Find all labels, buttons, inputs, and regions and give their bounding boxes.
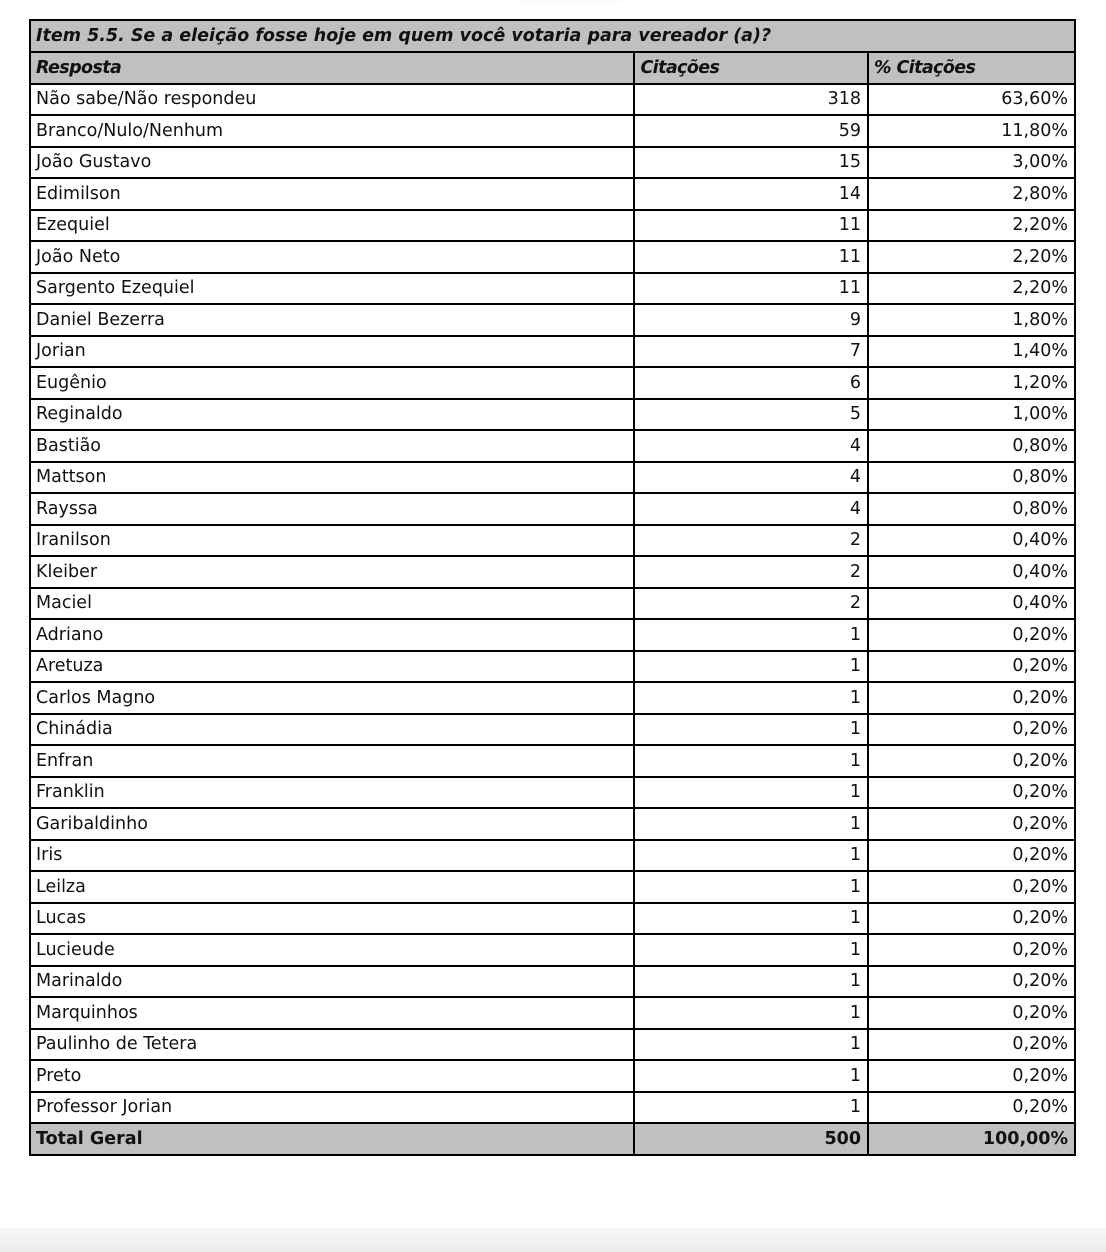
cell-citacoes: 318 xyxy=(634,84,868,116)
table-row xyxy=(30,619,1075,651)
cell-resposta: Daniel Bezerra xyxy=(30,304,634,336)
cell-resposta: Garibaldinho xyxy=(30,808,634,840)
cell-citacoes: 11 xyxy=(634,241,868,273)
total-label: Total Geral xyxy=(30,1123,634,1155)
cell-percent: 0,20% xyxy=(868,714,1075,746)
cell-citacoes: 14 xyxy=(634,178,868,210)
table-row xyxy=(30,84,1075,116)
cell-resposta: Kleiber xyxy=(30,556,634,588)
cell-resposta: Marquinhos xyxy=(30,997,634,1029)
cell-percent: 0,20% xyxy=(868,871,1075,903)
cell-resposta: Bastião xyxy=(30,430,634,462)
cell-resposta: Enfran xyxy=(30,745,634,777)
cell-percent: 0,40% xyxy=(868,588,1075,620)
table-row xyxy=(30,556,1075,588)
total-citacoes: 500 xyxy=(634,1123,868,1155)
table-row xyxy=(30,934,1075,966)
table-row xyxy=(30,1092,1075,1124)
cell-citacoes: 11 xyxy=(634,210,868,242)
cell-percent: 0,20% xyxy=(868,745,1075,777)
cell-citacoes: 1 xyxy=(634,934,868,966)
table-row xyxy=(30,178,1075,210)
cell-citacoes: 2 xyxy=(634,556,868,588)
table-row xyxy=(30,903,1075,935)
cell-percent: 3,00% xyxy=(868,147,1075,179)
cell-percent: 0,80% xyxy=(868,430,1075,462)
bottom-shadow xyxy=(0,1228,1106,1252)
cell-citacoes: 2 xyxy=(634,588,868,620)
table-row xyxy=(30,210,1075,242)
cell-citacoes: 11 xyxy=(634,273,868,305)
cell-citacoes: 4 xyxy=(634,430,868,462)
cell-resposta: Eugênio xyxy=(30,367,634,399)
total-row xyxy=(30,1123,1075,1155)
table-row xyxy=(30,808,1075,840)
cell-citacoes: 1 xyxy=(634,871,868,903)
cell-citacoes: 59 xyxy=(634,115,868,147)
header-citacoes: Citações xyxy=(634,52,868,84)
cell-percent: 0,20% xyxy=(868,966,1075,998)
table-row xyxy=(30,493,1075,525)
cell-resposta: Adriano xyxy=(30,619,634,651)
table-row xyxy=(30,588,1075,620)
cell-resposta: Não sabe/Não respondeu xyxy=(30,84,634,116)
cell-percent: 0,20% xyxy=(868,1092,1075,1124)
cell-percent: 0,20% xyxy=(868,903,1075,935)
cell-citacoes: 1 xyxy=(634,682,868,714)
cell-percent: 0,20% xyxy=(868,934,1075,966)
cell-citacoes: 4 xyxy=(634,493,868,525)
cell-resposta: Lucieude xyxy=(30,934,634,966)
cell-percent: 0,20% xyxy=(868,777,1075,809)
cell-citacoes: 1 xyxy=(634,1029,868,1061)
table-row xyxy=(30,273,1075,305)
top-shadow xyxy=(480,0,660,6)
table-row xyxy=(30,367,1075,399)
cell-resposta: Ezequiel xyxy=(30,210,634,242)
cell-resposta: Reginaldo xyxy=(30,399,634,431)
cell-percent: 0,80% xyxy=(868,493,1075,525)
cell-citacoes: 15 xyxy=(634,147,868,179)
cell-resposta: Rayssa xyxy=(30,493,634,525)
cell-resposta: João Gustavo xyxy=(30,147,634,179)
cell-resposta: Paulinho de Tetera xyxy=(30,1029,634,1061)
cell-resposta: Jorian xyxy=(30,336,634,368)
table-row xyxy=(30,304,1075,336)
cell-percent: 0,20% xyxy=(868,1029,1075,1061)
cell-citacoes: 1 xyxy=(634,808,868,840)
cell-citacoes: 1 xyxy=(634,714,868,746)
cell-percent: 0,20% xyxy=(868,997,1075,1029)
table-row xyxy=(30,966,1075,998)
cell-percent: 0,80% xyxy=(868,462,1075,494)
table-row xyxy=(30,147,1075,179)
cell-citacoes: 1 xyxy=(634,1060,868,1092)
cell-percent: 0,40% xyxy=(868,525,1075,557)
cell-citacoes: 1 xyxy=(634,745,868,777)
cell-resposta: Franklin xyxy=(30,777,634,809)
cell-resposta: Edimilson xyxy=(30,178,634,210)
cell-resposta: Lucas xyxy=(30,903,634,935)
cell-resposta: Iranilson xyxy=(30,525,634,557)
cell-citacoes: 9 xyxy=(634,304,868,336)
table-row xyxy=(30,745,1075,777)
table-row xyxy=(30,336,1075,368)
cell-citacoes: 1 xyxy=(634,651,868,683)
cell-percent: 2,80% xyxy=(868,178,1075,210)
cell-percent: 1,40% xyxy=(868,336,1075,368)
table-row xyxy=(30,840,1075,872)
cell-percent: 2,20% xyxy=(868,273,1075,305)
cell-percent: 0,20% xyxy=(868,651,1075,683)
cell-percent: 0,20% xyxy=(868,682,1075,714)
table-row xyxy=(30,430,1075,462)
table-title-row xyxy=(30,20,1075,52)
cell-citacoes: 1 xyxy=(634,903,868,935)
cell-percent: 0,20% xyxy=(868,1060,1075,1092)
cell-citacoes: 6 xyxy=(634,367,868,399)
table-row xyxy=(30,115,1075,147)
cell-resposta: Professor Jorian xyxy=(30,1092,634,1124)
cell-resposta: João Neto xyxy=(30,241,634,273)
table-row xyxy=(30,777,1075,809)
survey-results-table xyxy=(29,19,1076,1156)
cell-resposta: Mattson xyxy=(30,462,634,494)
cell-percent: 0,20% xyxy=(868,840,1075,872)
cell-percent: 11,80% xyxy=(868,115,1075,147)
cell-percent: 0,20% xyxy=(868,619,1075,651)
cell-citacoes: 1 xyxy=(634,966,868,998)
cell-resposta: Sargento Ezequiel xyxy=(30,273,634,305)
cell-resposta: Marinaldo xyxy=(30,966,634,998)
table-row xyxy=(30,241,1075,273)
table-title: Item 5.5. Se a eleição fosse hoje em quem você votaria para vereador (a)? xyxy=(30,20,1075,52)
cell-resposta: Chinádia xyxy=(30,714,634,746)
cell-resposta: Carlos Magno xyxy=(30,682,634,714)
cell-resposta: Aretuza xyxy=(30,651,634,683)
cell-percent: 63,60% xyxy=(868,84,1075,116)
total-percent: 100,00% xyxy=(868,1123,1075,1155)
cell-citacoes: 1 xyxy=(634,1092,868,1124)
cell-citacoes: 1 xyxy=(634,777,868,809)
cell-resposta: Branco/Nulo/Nenhum xyxy=(30,115,634,147)
table-row xyxy=(30,462,1075,494)
cell-citacoes: 7 xyxy=(634,336,868,368)
cell-citacoes: 2 xyxy=(634,525,868,557)
table-row xyxy=(30,651,1075,683)
cell-percent: 1,00% xyxy=(868,399,1075,431)
header-percent-citacoes: % Citações xyxy=(868,52,1075,84)
table-row xyxy=(30,871,1075,903)
table-header-row xyxy=(30,52,1075,84)
cell-citacoes: 1 xyxy=(634,840,868,872)
table-row xyxy=(30,997,1075,1029)
cell-percent: 0,40% xyxy=(868,556,1075,588)
cell-resposta: Maciel xyxy=(30,588,634,620)
table-row xyxy=(30,1029,1075,1061)
table-row xyxy=(30,1060,1075,1092)
cell-resposta: Preto xyxy=(30,1060,634,1092)
cell-citacoes: 1 xyxy=(634,619,868,651)
table-row xyxy=(30,682,1075,714)
cell-percent: 2,20% xyxy=(868,210,1075,242)
cell-citacoes: 4 xyxy=(634,462,868,494)
cell-percent: 1,20% xyxy=(868,367,1075,399)
table-row xyxy=(30,714,1075,746)
header-resposta: Resposta xyxy=(30,52,634,84)
table-row xyxy=(30,525,1075,557)
cell-percent: 1,80% xyxy=(868,304,1075,336)
cell-citacoes: 1 xyxy=(634,997,868,1029)
cell-percent: 0,20% xyxy=(868,808,1075,840)
cell-resposta: Iris xyxy=(30,840,634,872)
cell-citacoes: 5 xyxy=(634,399,868,431)
cell-percent: 2,20% xyxy=(868,241,1075,273)
cell-resposta: Leilza xyxy=(30,871,634,903)
table-row xyxy=(30,399,1075,431)
